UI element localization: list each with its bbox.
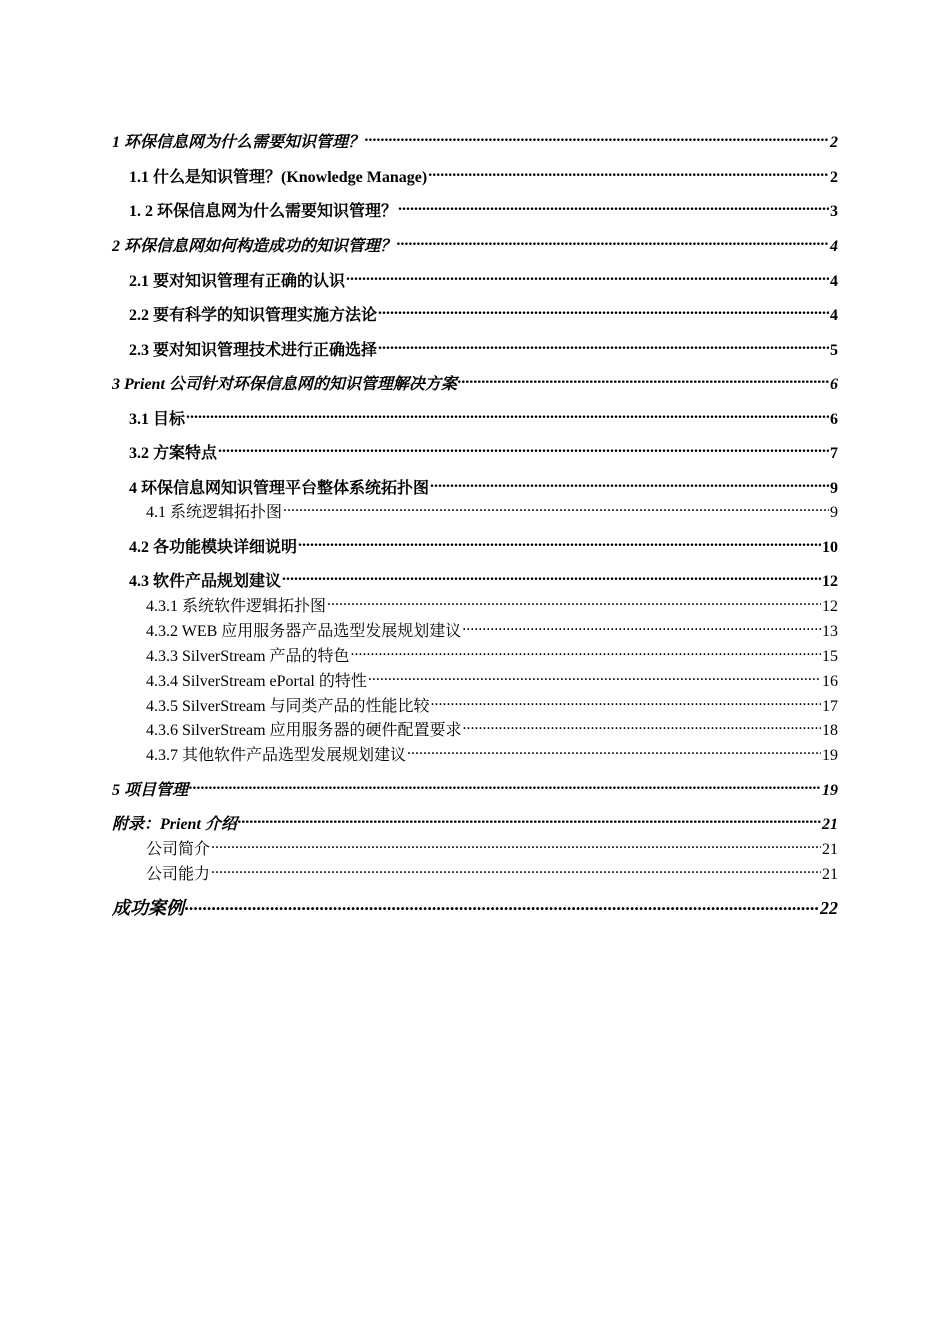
toc-entry-page: 12 [822,573,838,590]
toc-entry[interactable] [146,616,838,642]
toc-leader-dots [211,834,821,854]
toc-entry-page: 18 [822,722,838,739]
toc-entry-title: 2.2 要有科学的知识管理实施方法论 [129,307,378,324]
toc-entry[interactable] [146,641,838,667]
toc-entry-title: 4.3.6 SilverStream 应用服务器的硬件配置要求 [146,722,462,739]
toc-entry[interactable] [146,497,838,523]
toc-entry-page: 16 [822,673,838,690]
toc-entry[interactable] [112,894,838,918]
toc-entry-page: 5 [830,342,838,359]
toc-entry[interactable] [129,300,838,326]
toc-entry[interactable] [112,231,838,257]
toc-entry-title: 3 Prient 公司针对环保信息网的知识管理解决方案 [112,376,457,393]
toc-leader-dots [458,369,829,389]
toc-leader-dots [407,740,821,760]
toc-entry[interactable] [146,591,838,617]
toc-leader-dots [211,859,821,879]
toc-entry-page: 4 [830,273,838,290]
toc-entry-title: 4.3.4 SilverStream ePortal 的特性 [146,673,367,690]
toc-entry-title: 4.3.7 其他软件产品选型发展规划建议 [146,747,407,764]
toc-entry-page: 9 [830,480,838,497]
toc-entry[interactable] [146,715,838,741]
toc-entry-page: 10 [822,539,838,556]
toc-entry-page: 4 [830,307,838,324]
toc-leader-dots [463,715,821,735]
toc-leader-dots [346,266,829,286]
toc-leader-dots [186,404,829,424]
toc-entry-page: 21 [822,841,838,858]
toc-entry-page: 9 [830,504,838,521]
toc-entry[interactable] [112,809,838,835]
toc-entry[interactable] [129,438,838,464]
toc-leader-dots [298,532,821,552]
toc-entry-page: 3 [830,203,838,220]
toc-entry[interactable] [112,127,838,153]
toc-leader-dots [218,438,829,458]
toc-entry-page: 7 [830,445,838,462]
toc-entry-title: 公司简介 [146,841,211,858]
toc-entry-title: 公司能力 [146,866,211,883]
toc-entry[interactable] [129,404,838,430]
toc-entry-title: 4.2 各功能模块详细说明 [129,539,298,556]
toc-entry-page: 6 [830,376,838,393]
toc-entry[interactable] [129,196,838,222]
toc-leader-dots [428,162,829,182]
toc-entry-title: 2 环保信息网如何构造成功的知识管理？ [112,238,397,255]
toc-entry-page: 2 [830,169,838,186]
toc-leader-dots [189,775,821,795]
toc-leader-dots [431,691,821,711]
toc-entry-page: 12 [822,598,838,615]
toc-entry-title: 4.3.1 系统软件逻辑拓扑图 [146,598,327,615]
toc-entry-page: 17 [822,698,838,715]
toc-entry[interactable] [112,775,838,801]
toc-entry[interactable] [146,666,838,692]
toc-entry-page: 19 [822,782,838,799]
toc-entry-page: 6 [830,411,838,428]
toc-entry-title: 1 环保信息网为什么需要知识管理？ [112,134,365,151]
toc-leader-dots [462,616,821,636]
toc-leader-dots [378,335,829,355]
toc-entry-title: 4.3.5 SilverStream 与同类产品的性能比较 [146,698,430,715]
toc-entry-page: 21 [822,816,838,833]
toc-entry[interactable] [146,691,838,717]
toc-entry[interactable] [129,566,838,592]
toc-entry[interactable] [146,740,838,766]
toc-leader-dots [430,473,829,493]
toc-entry-page: 21 [822,866,838,883]
toc-entry-title: 3.2 方案特点 [129,445,218,462]
toc-entry[interactable] [129,532,838,558]
toc-entry-title: 附录：Prient 介绍 [112,816,237,833]
toc-entry-title: 5 项目管理 [112,782,189,799]
toc-entry-title: 4 环保信息网知识管理平台整体系统拓扑图 [129,480,430,497]
toc-entry-page: 22 [820,898,838,918]
toc-entry[interactable] [129,266,838,292]
toc-entry-title: 4.3 软件产品规划建议 [129,573,282,590]
toc-entry-page: 19 [822,747,838,764]
toc-entry-title: 3.1 目标 [129,411,186,428]
toc-entry-title: 1. 2 环保信息网为什么需要知识管理？ [129,203,398,220]
toc-leader-dots [327,591,821,611]
toc-entry-title: 成功案例 [112,898,184,918]
toc-entry-title: 4.1 系统逻辑拓扑图 [146,504,283,521]
toc-entry-title: 2.1 要对知识管理有正确的认识 [129,273,346,290]
toc-entry-page: 2 [830,134,838,151]
toc-entry[interactable] [129,162,838,188]
toc-leader-dots [282,566,821,586]
toc-leader-dots [351,641,821,661]
toc-leader-dots [238,809,821,829]
toc-leader-dots [283,497,829,517]
toc-leader-dots [368,666,821,686]
toc-leader-dots [397,231,829,251]
toc-entry[interactable] [146,859,838,885]
toc-leader-dots [398,196,829,216]
toc-entry[interactable] [146,834,838,860]
toc-entry-title: 4.3.2 WEB 应用服务器产品选型发展规划建议 [146,623,462,640]
toc-entry-page: 15 [822,648,838,665]
toc-entry[interactable] [129,473,838,499]
toc-entry-title: 2.3 要对知识管理技术进行正确选择 [129,342,378,359]
toc-entry-page: 4 [830,238,838,255]
toc-entry-page: 13 [822,623,838,640]
toc-leader-dots [378,300,829,320]
toc-leader-dots [365,127,829,147]
toc-leader-dots [185,894,819,914]
toc-entry[interactable] [112,369,838,395]
toc-entry-title: 1.1 什么是知识管理？(Knowledge Manage) [129,169,428,186]
toc-entry[interactable] [129,335,838,361]
toc-entry-title: 4.3.3 SilverStream 产品的特色 [146,648,350,665]
